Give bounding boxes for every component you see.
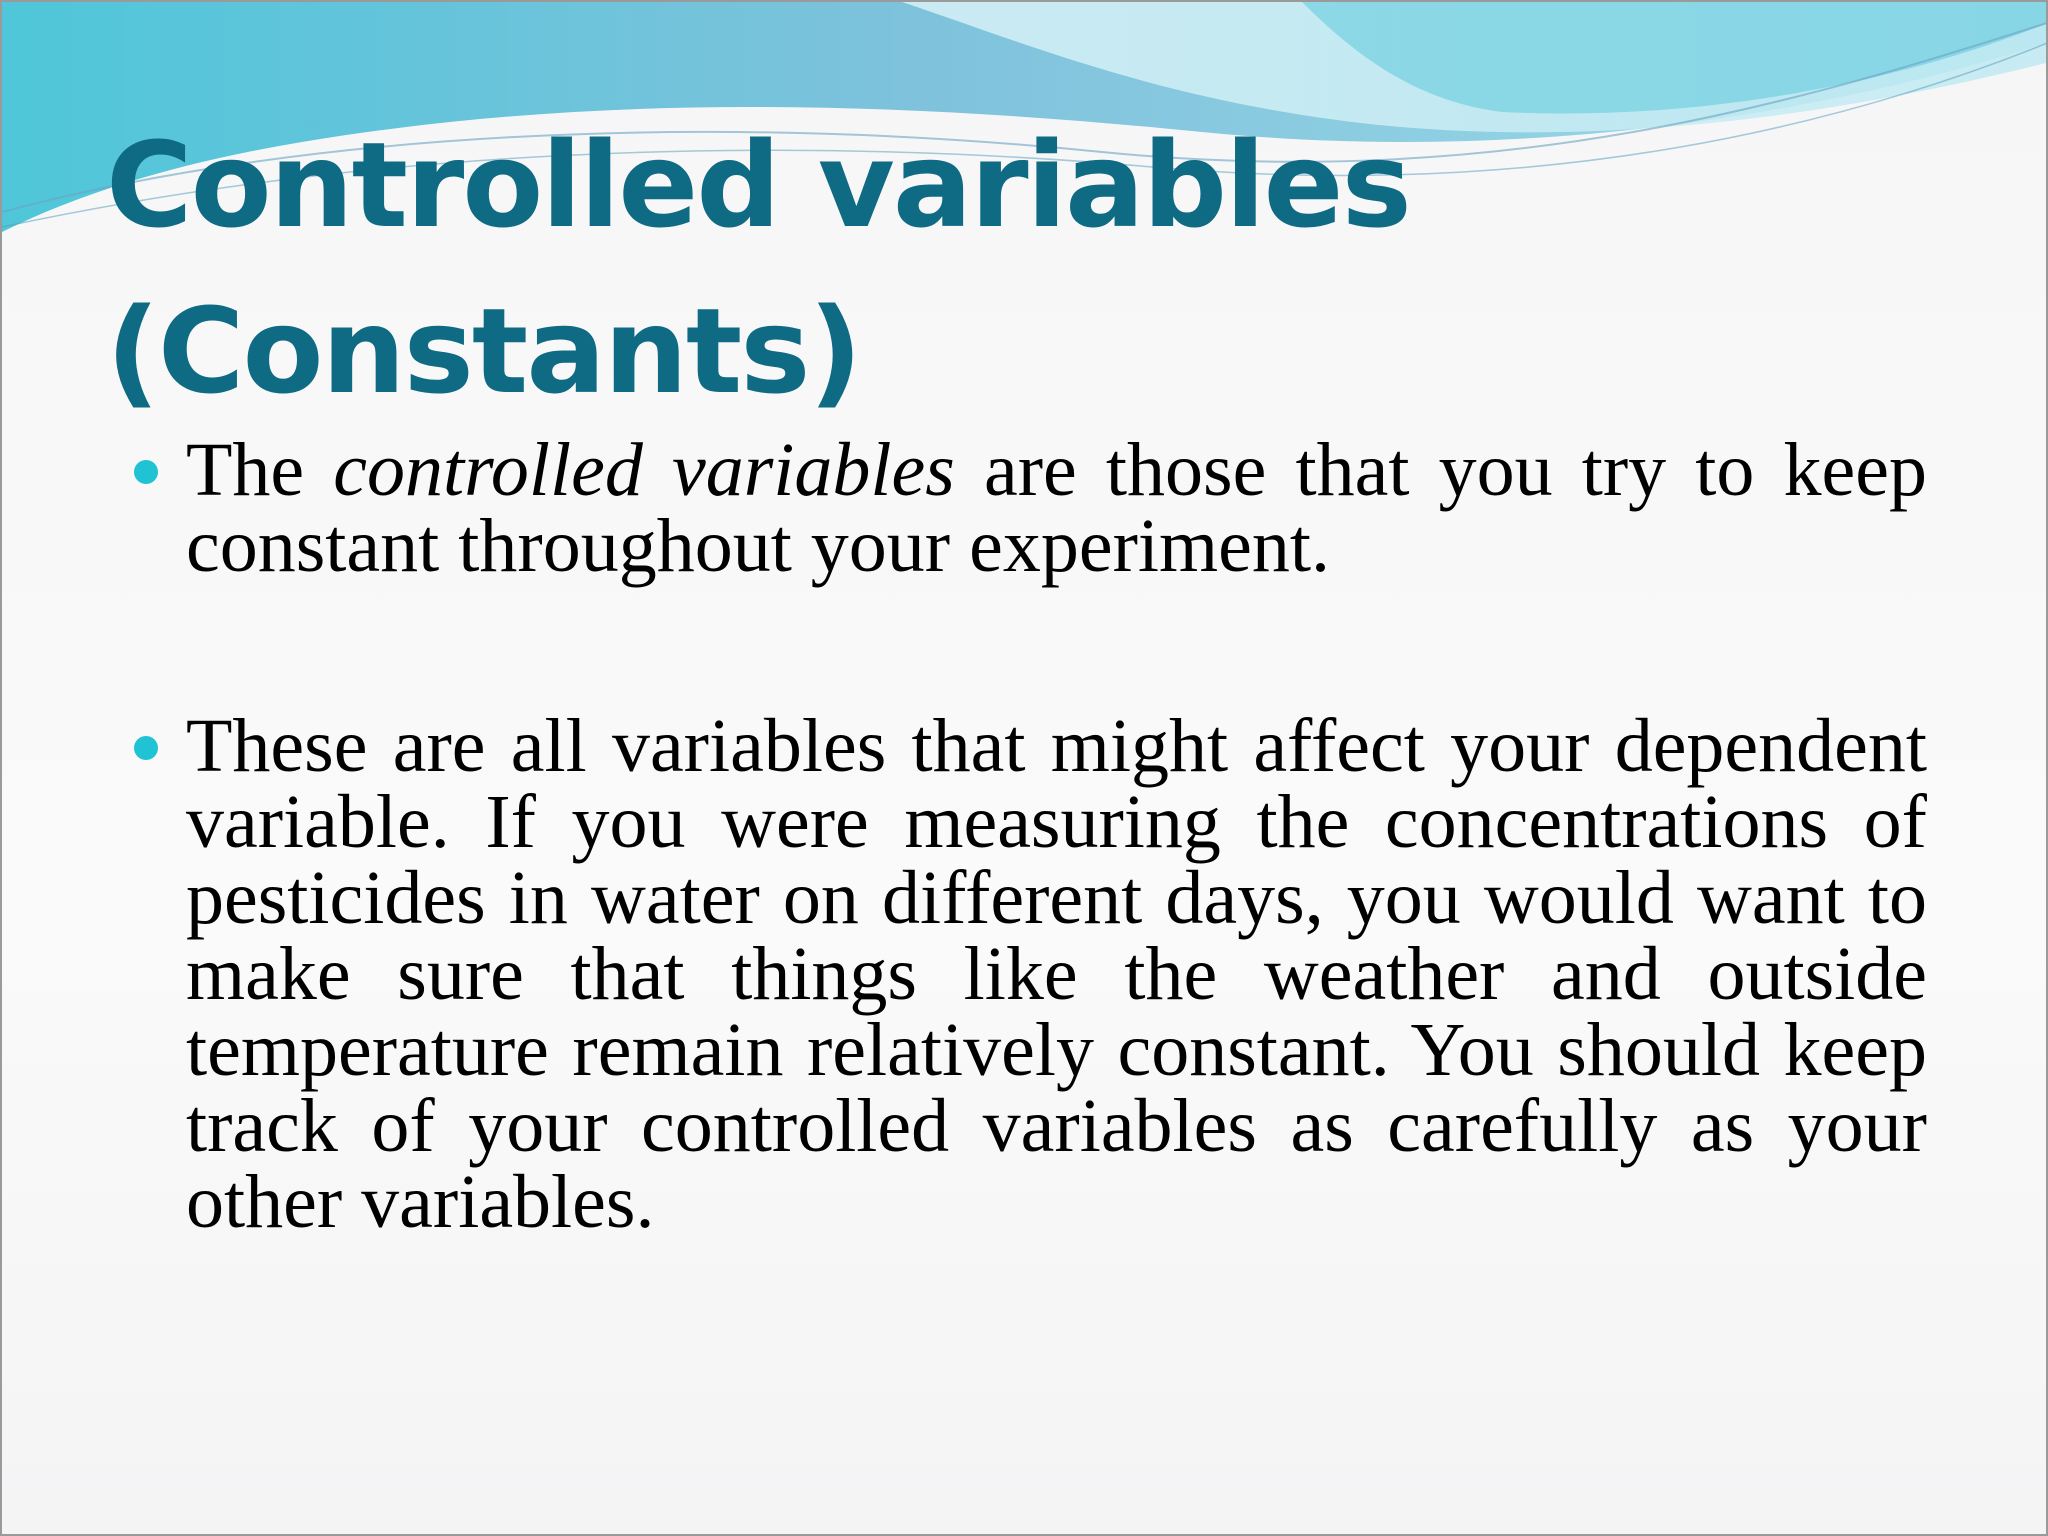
bullet-item-controlled-definition xyxy=(132,428,1927,588)
bullet-text-pre: The xyxy=(186,428,334,512)
bullet-list xyxy=(132,428,1927,1244)
bullet-text-emphasis: controlled variables xyxy=(333,428,955,512)
slide-title-line-2: (Constants) xyxy=(106,282,861,420)
slide-title-line-1: Controlled variables xyxy=(106,116,1410,254)
bullet-item-controlled-examples xyxy=(132,704,1927,1244)
bullet-dot-icon xyxy=(134,736,158,760)
bullet-text-post: are those that you try to keep constant throughout your experiment. xyxy=(186,428,1927,588)
bullet-text: These are all variables that might affect your dependent variable. If you were measuring the concentrations of pesticides in water on different days, you would want to make sure that things like the weather and outside temperature remain relatively constant. You should keep track of your controlled variables as carefully as your other variables. xyxy=(186,704,1927,1244)
slide-title xyxy=(106,102,1606,434)
bullet-dot-icon xyxy=(134,460,158,484)
